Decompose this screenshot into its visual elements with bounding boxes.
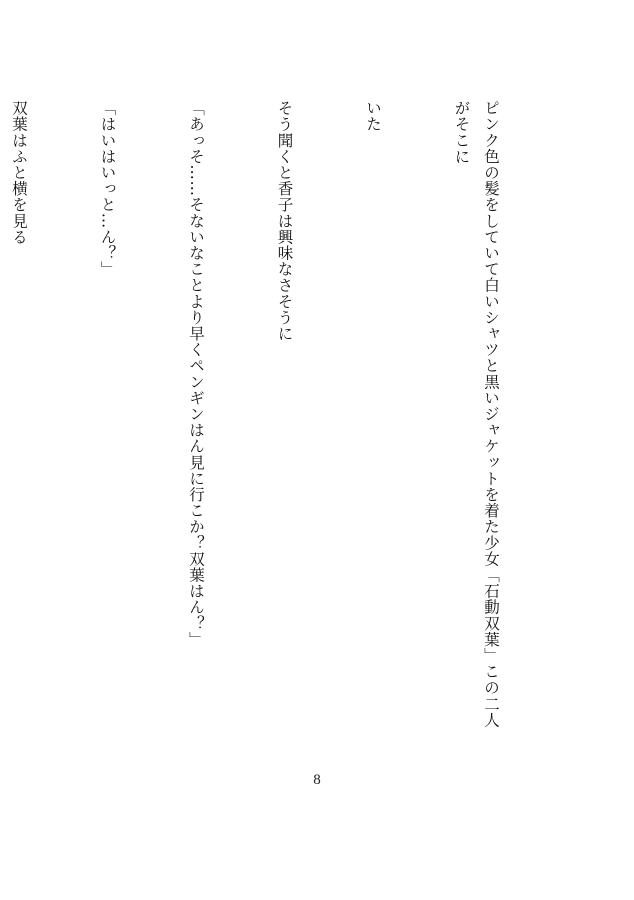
text-line: いた	[364, 100, 382, 133]
text-line: ピンク色の髪をしていて白いシャツと黒いジャケットを着た少女「石動双葉」この二人がそこに	[452, 100, 500, 728]
page-number: 8	[313, 772, 321, 788]
text-line: 「あっそ……そないなことより早くペンギンはん見に行こか？双葉はん？」	[187, 100, 205, 648]
text-line: 「はいはいっと…ん？」	[98, 100, 117, 278]
text-line: そう聞くと香子は興味なさそうに	[275, 100, 294, 342]
text-line: 双葉はふと横を見る	[10, 100, 28, 245]
vertical-text-body	[10, 100, 564, 740]
